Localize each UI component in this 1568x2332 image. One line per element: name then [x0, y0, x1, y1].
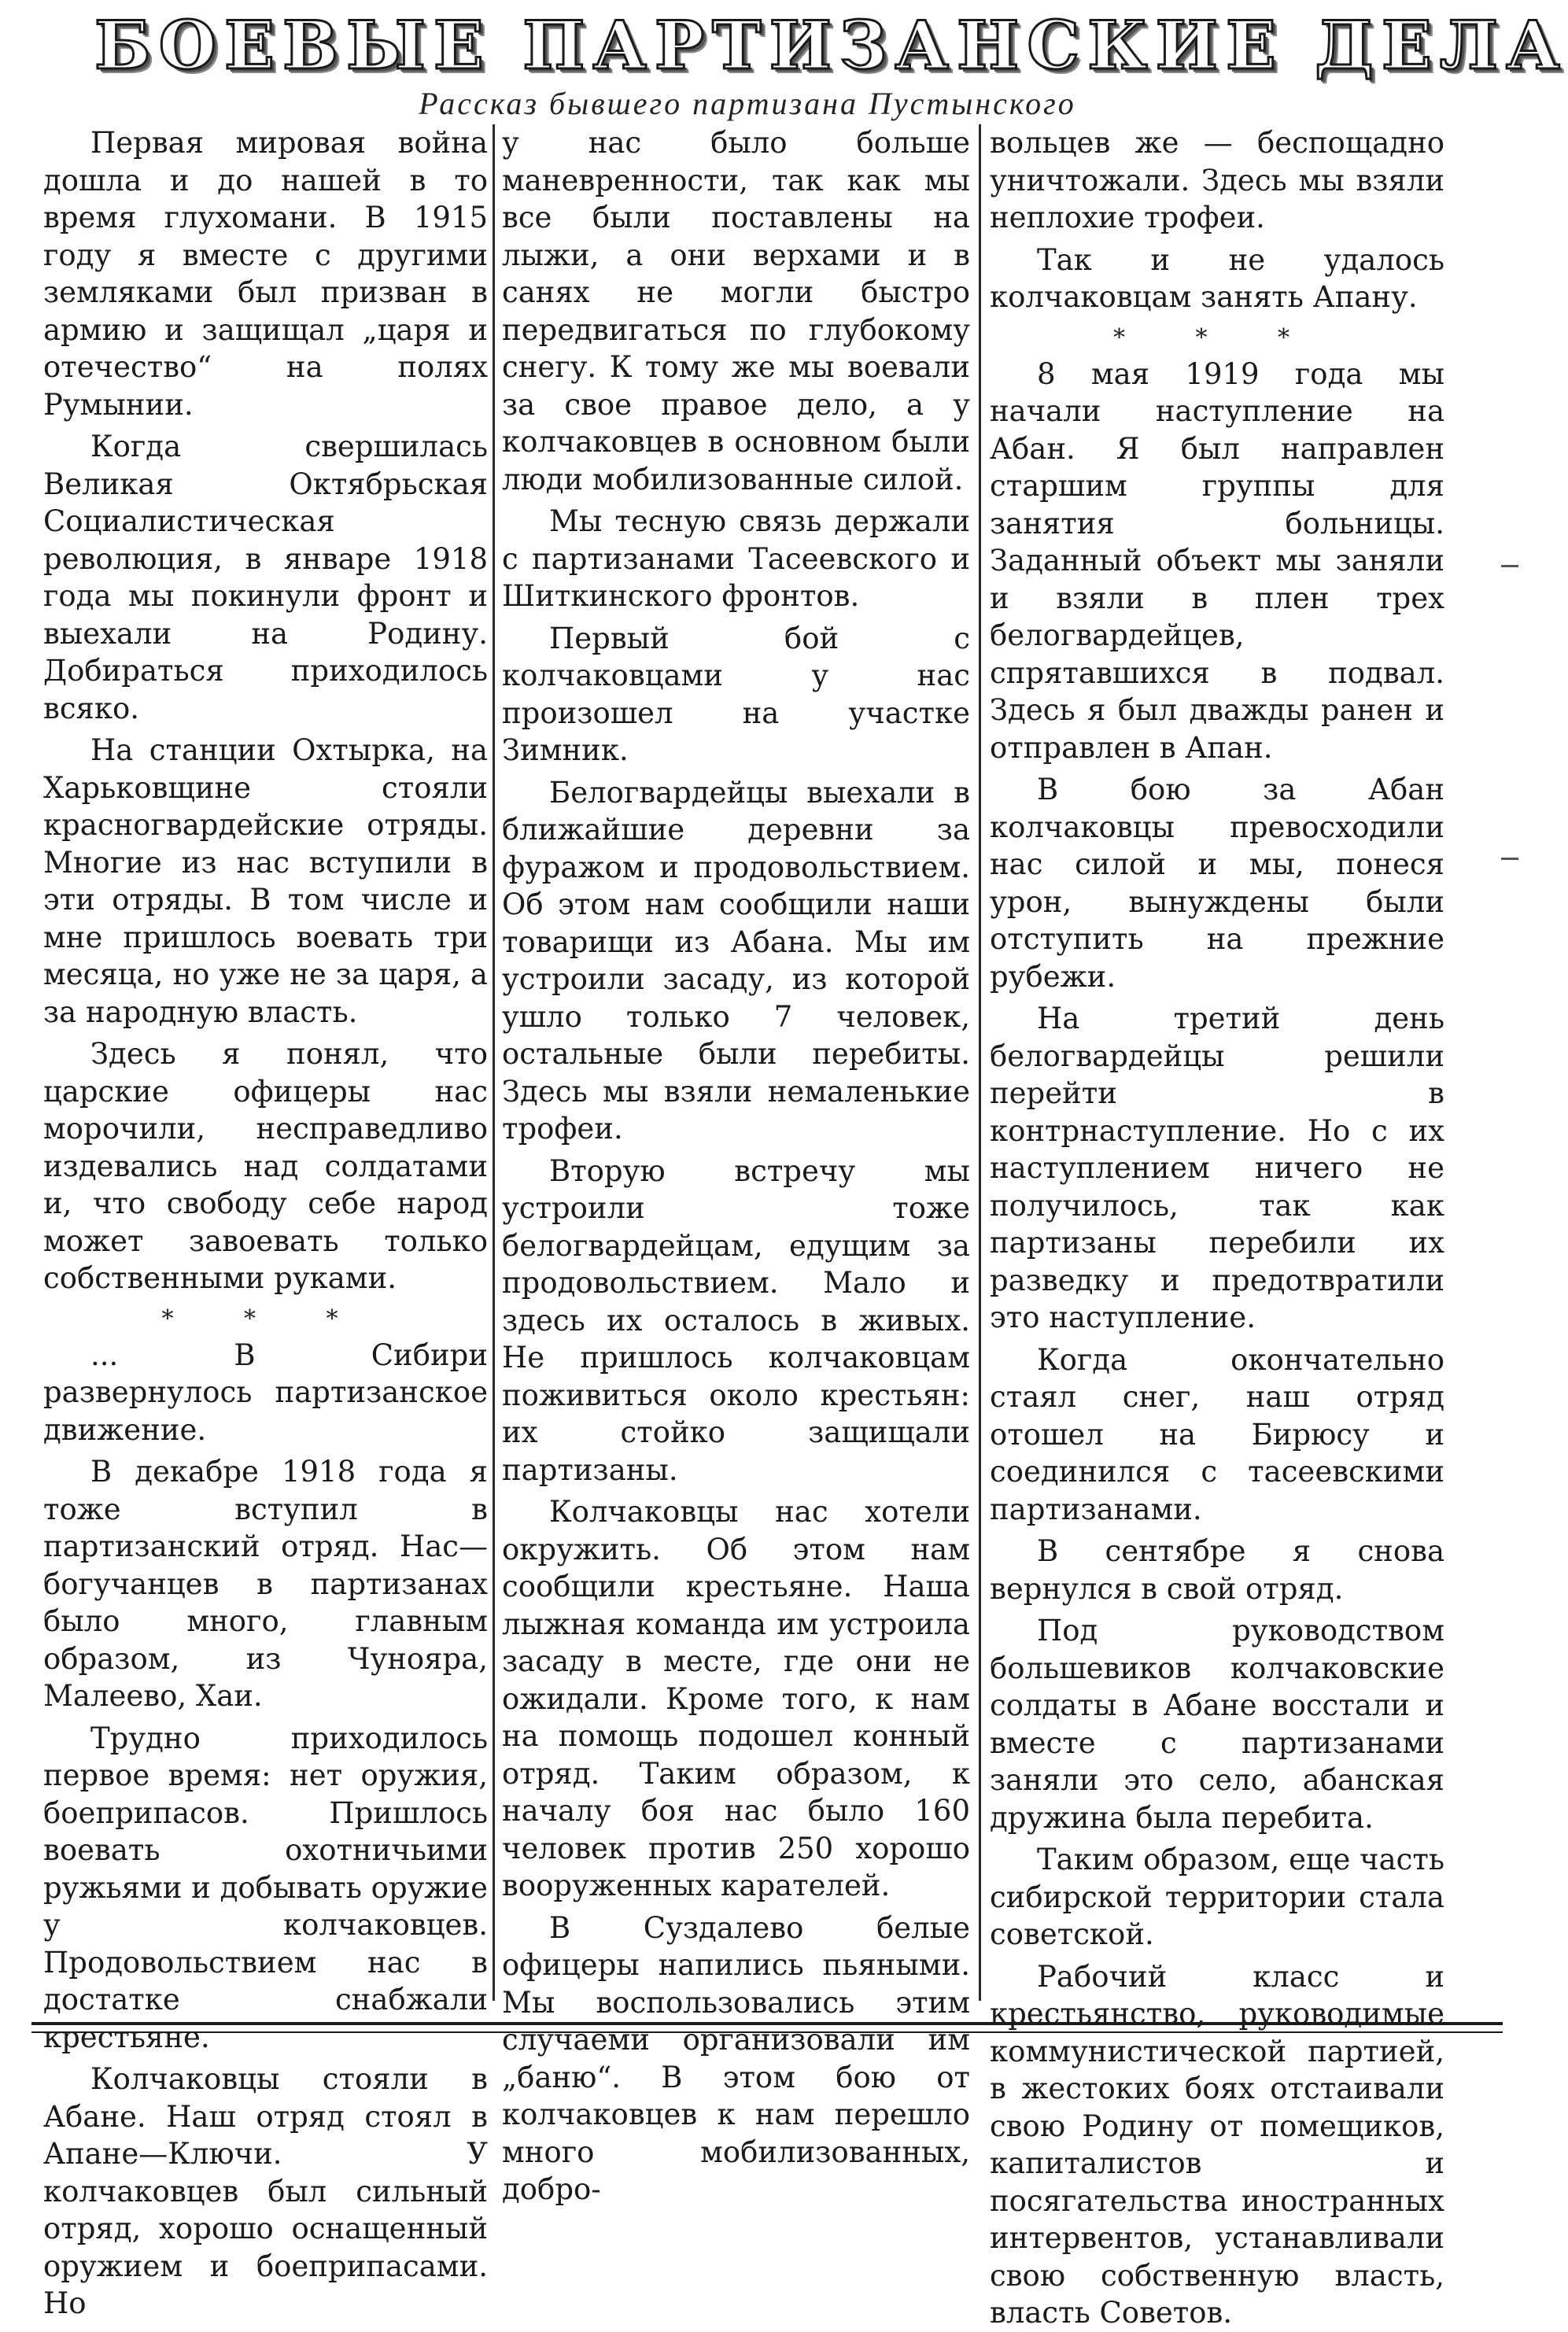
- paragraph: ... В Сибири развернулось партизанское движение.: [43, 1338, 488, 1447]
- paragraph: Колчаковцы нас хотели окружить. Об этом нам сообщили крестьяне. Наша лыжная команда им устроила засаду в месте, где они не ожидали. Кроме того, к нам на помощь подошел конный отряд. Таким образом, к началу боя нас было 160 человек против 250 хорошо вооруженных карателей.: [502, 1495, 970, 1902]
- paragraph: у нас было больше маневренности, так как мы все были поставлены на лыжи, а они верхами и в санях не могли быстро передвигаться по глубокому снегу. К тому же мы воевали за свое правое дело, а у колчаковцев в основном были люди мобилизованные силой.: [502, 126, 970, 496]
- section-separator: * * *: [161, 1304, 370, 1333]
- paragraph: Рабочий класс и крестьянство, руководимые коммунистической партией, в жестоких боях отстаивали свою Родину от помещиков, капиталистов и посягательства иностранных интервентов, устанавливали свою собственную власть, власть Советов.: [990, 1959, 1444, 2330]
- paragraph: Колчаковцы стояли в Абане. Наш отряд стоял в Апане—Ключи. У колчаковцев был сильный отряд, хорошо оснащенный оружием и боеприпасами. Но: [43, 2062, 488, 2320]
- article-byline: Рассказ бывшего партизана Пустынского: [419, 86, 1076, 121]
- paragraph: Первая мировая война дошла и до нашей в то время глухомани. В 1915 году я вместе с другими земляками был призван в армию и защищал „царя и отечество“ на полях Румынии.: [43, 126, 488, 422]
- paragraph: В декабре 1918 года я тоже вступил в партизанский отряд. Нас—богучанцев в партизанах было много, главным образом, из Чуноярa, Малеево, Хаи.: [43, 1455, 488, 1713]
- paragraph: В бою за Абан колчаковцы превосходили нас силой и мы, понеся урон, вынуждены были отступить на прежние рубежи.: [990, 773, 1444, 994]
- column-divider: [493, 124, 495, 2001]
- paragraph: Здесь я понял, что царские офицеры нас морочили, несправедливо издевались над солдатами и, что свободу себе народ может завоевать только собственными руками.: [43, 1037, 488, 1295]
- paragraph: Первый бой с колчаковцами у нас произошел на участке Зимник.: [502, 621, 970, 767]
- paragraph: Вторую встречу мы устроили тоже белогвардейцам, едущим за продовольствием. Мало и здесь их осталось в живых. Не пришлось колчаковцам поживиться около крестьян: их стойко защищали партизаны.: [502, 1153, 970, 1487]
- paragraph: 8 мая 1919 года мы начали наступление на Абан. Я был направлен старшим группы для занятия больницы. Заданный объект мы заняли и взяли в плен трех белогвардейцев, спрятавшихся в подвал. Здесь я был дважды ранен и отправлен в Апан.: [990, 356, 1444, 765]
- paragraph: Под руководством большевиков колчаковские солдаты в Абане восстали и вместе с партизанами заняли это село, абанская дружина была перебита.: [990, 1614, 1444, 1835]
- article-column-3: [990, 124, 1444, 2330]
- paragraph: Мы тесную связь держали с партизанами Тасеевского и Шиткинского фронтов.: [502, 504, 970, 613]
- paragraph: Белогвардейцы выехали в ближайшие деревни за фуражом и продовольствием. Об этом нам сообщили наши товарищи из Абана. Мы им устроили засаду, из которой ушло только 7 человек, остальные были перебиты. Здесь мы взяли немаленькие трофеи.: [502, 775, 970, 1146]
- paragraph: вольцев же — беспощадно уничтожали. Здесь мы взяли неплохие трофеи.: [990, 126, 1444, 234]
- bottom-rule: [31, 2022, 1503, 2033]
- paragraph: Трудно приходилось первое время: нет оружия, боеприпасов. Пришлось воевать охотничьими ружьями и добывать оружие у колчаковцев. Продовольствием нас в достатке снабжали крестьяне.: [43, 1721, 488, 2054]
- scan-edge-mark: [1501, 858, 1518, 860]
- scan-edge-mark: [1501, 565, 1518, 567]
- paragraph: Таким образом, еще часть сибирской территории стала советской.: [990, 1843, 1444, 1951]
- article-column-1: [43, 124, 488, 2320]
- article-headline: БОЕВЫЕ ПАРТИЗАНСКИЕ ДЕЛА: [94, 6, 1568, 84]
- paragraph: В сентябре я снова вернулся в свой отряд.: [990, 1534, 1444, 1606]
- article-column-2: [502, 124, 970, 2206]
- paragraph: На станции Охтырка, на Харьковщине стояли красногвардейские отряды. Многие из нас вступили в эти отряды. В том числе и мне пришлось воевать три месяца, но уже не за царя, а за народную власть.: [43, 733, 488, 1029]
- paragraph: На третий день белогвардейцы решили перейти в контрнаступление. Но с их наступлением ничего не получилось, так как партизаны перебили их разведку и предотвратили это наступление.: [990, 1002, 1444, 1334]
- paragraph: Так и не удалось колчаковцам занять Апану.: [990, 242, 1444, 314]
- paragraph: Когда окончательно стаял снег, наш отряд отошел на Бирюсу и соединился с тасеевскими партизанами.: [990, 1342, 1444, 1526]
- column-divider: [979, 124, 981, 2001]
- section-separator: * * *: [1112, 323, 1322, 352]
- paragraph: Когда свершилась Великая Октябрьская Социалистическая революция, в январе 1918 года мы покинули фронт и выехали на Родину. Добираться приходилось всяко.: [43, 430, 488, 725]
- paragraph: В Суздалево белые офицеры напились пьяными. Мы воспользовались этим случаеми организовали им „баню“. В этом бою от колчаковцев к нам перешло много мобилизованных, добро-: [502, 1910, 970, 2206]
